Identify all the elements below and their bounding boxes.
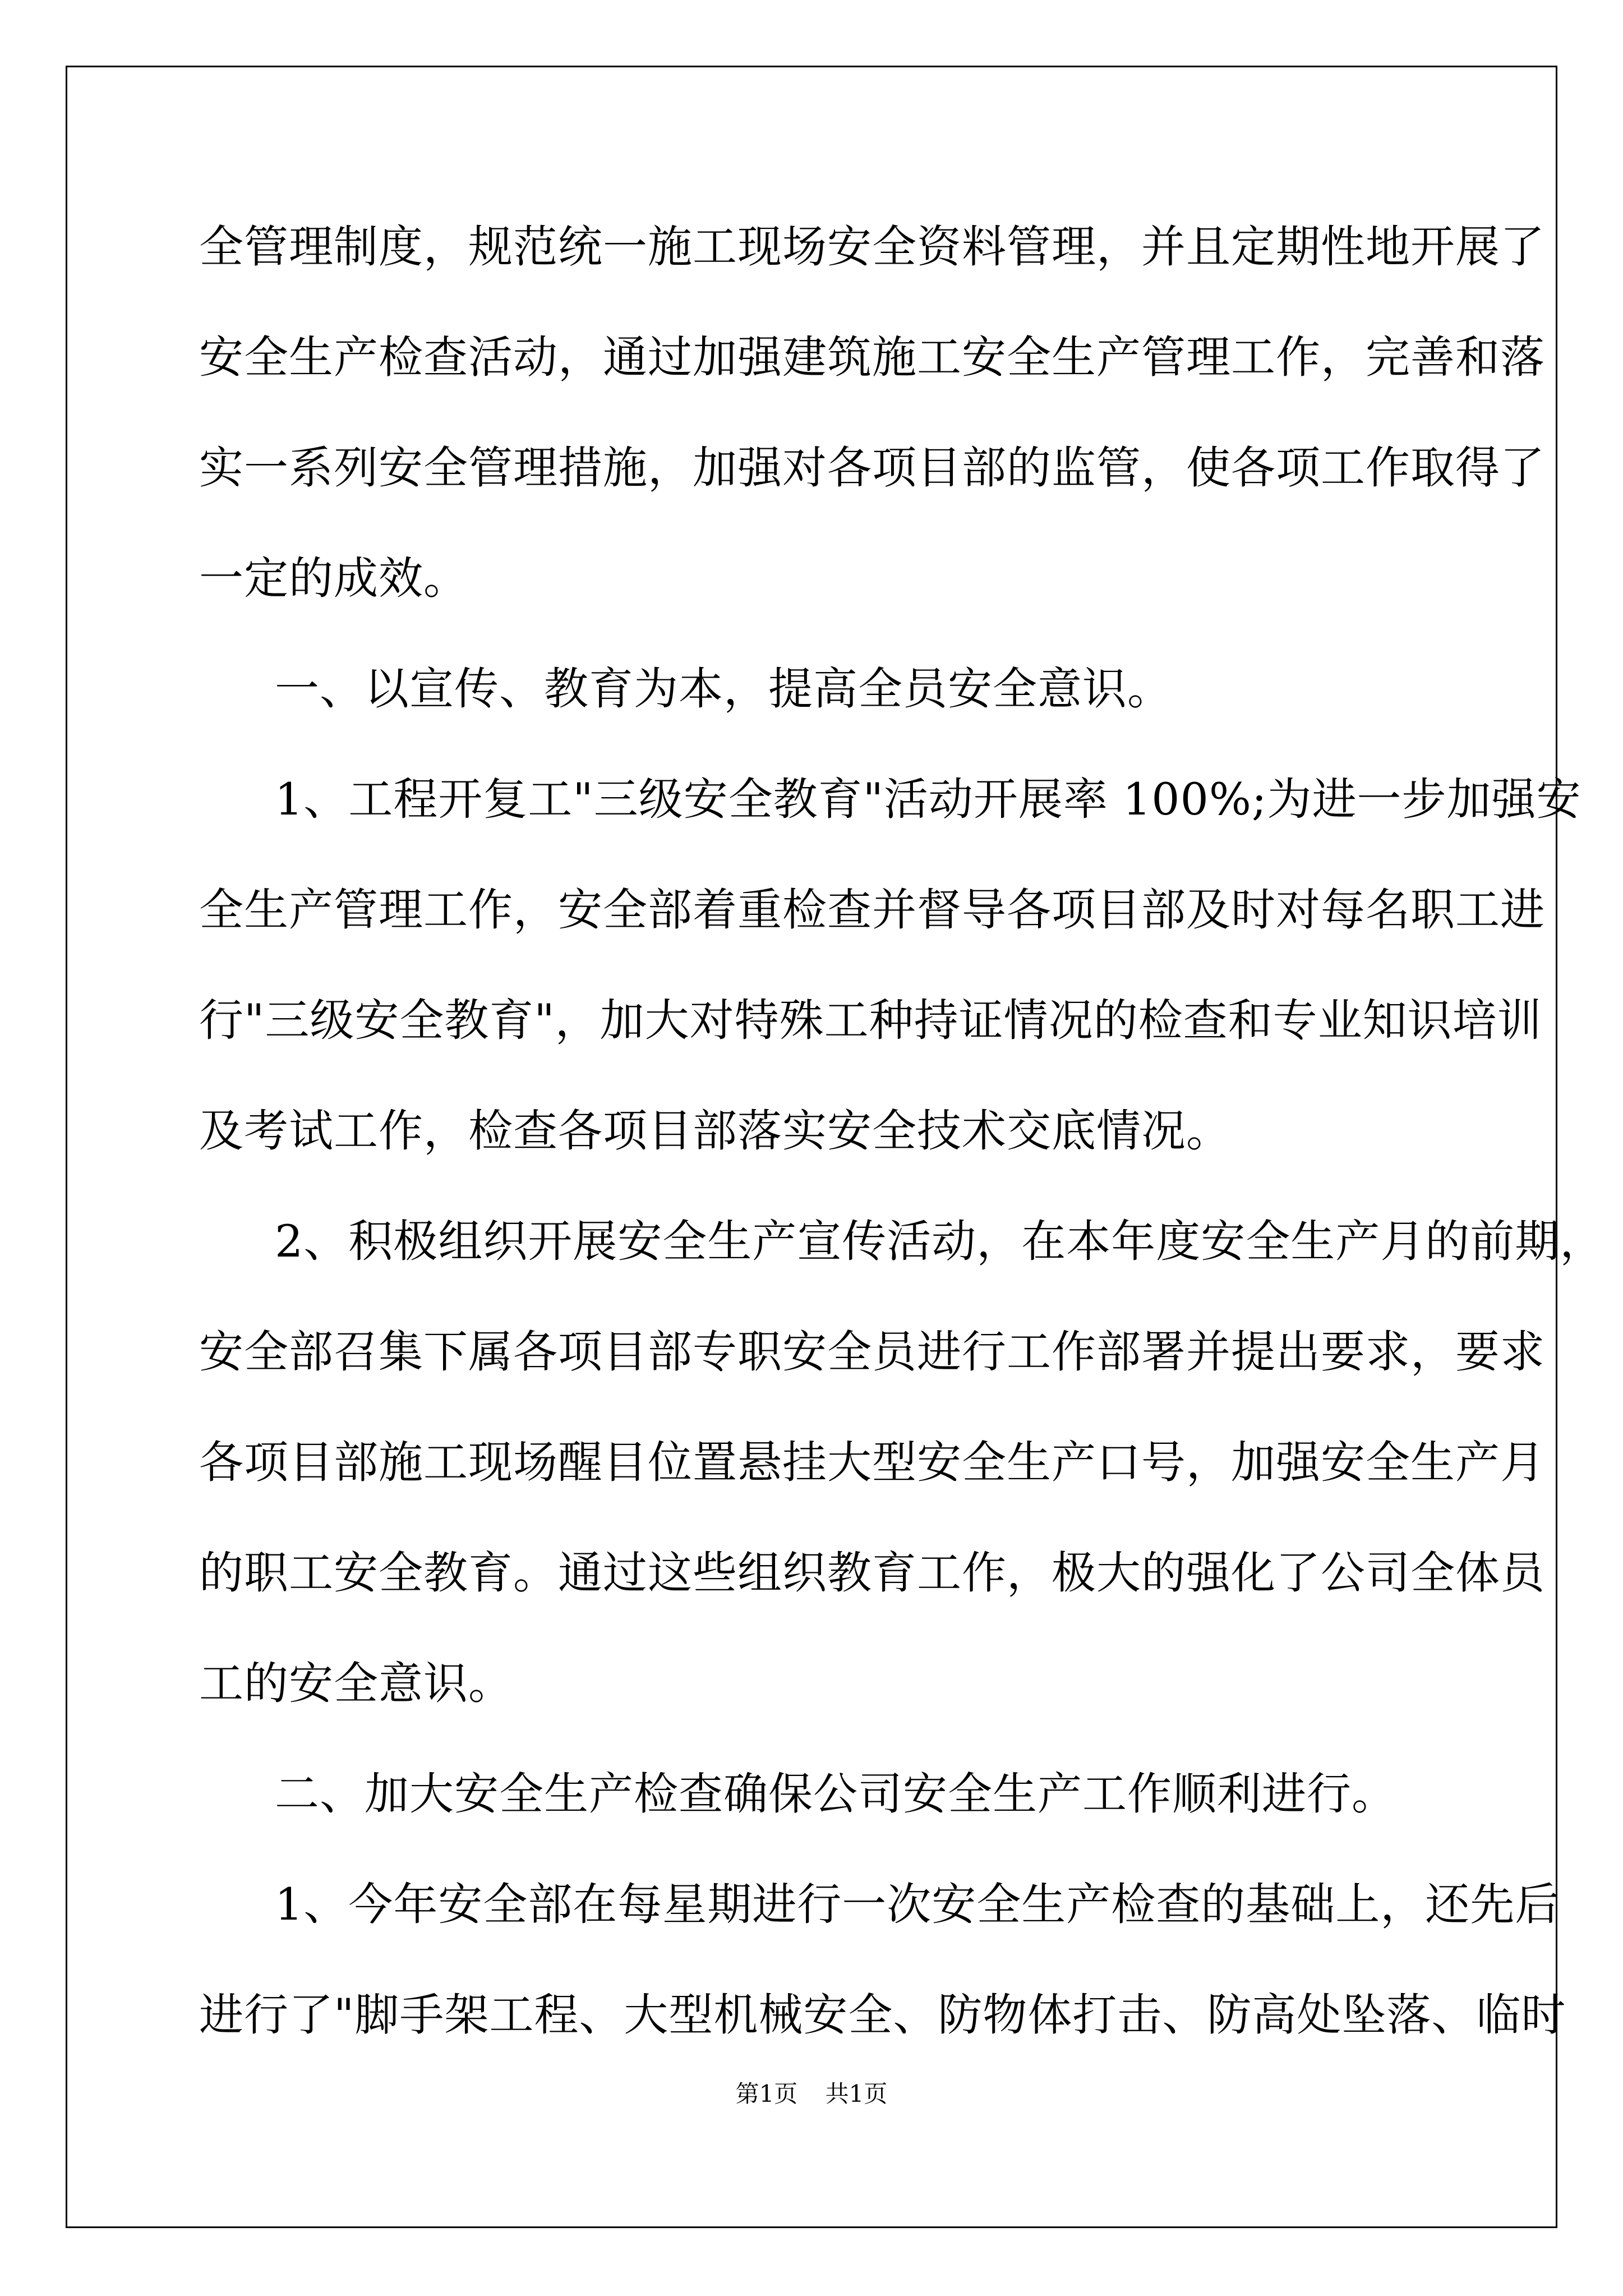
text-line: 的职工安全教育。通过这些组织教育工作，极大的强化了公司全体员 bbox=[199, 1547, 1545, 1599]
document-body bbox=[199, 192, 1605, 2070]
text-line: 安全生产检查活动，通过加强建筑施工安全生产管理工作，完善和落 bbox=[199, 332, 1545, 383]
section-heading: 一、以宣传、教育为本，提高全员安全意识。 bbox=[275, 663, 1172, 715]
page-total: 共1页 bbox=[825, 2080, 888, 2108]
text-line: 行"三级安全教育"，加大对特殊工种持证情况的检查和专业知识培训 bbox=[199, 995, 1542, 1046]
text-line: 1、工程开复工"三级安全教育"活动开展率 100%;为进一步加强安 bbox=[275, 774, 1581, 825]
section-heading: 二、加大安全生产检查确保公司安全生产工作顺利进行。 bbox=[275, 1768, 1396, 1820]
text-line: 进行了"脚手架工程、大型机械安全、防物体打击、防高处坠落、临时 bbox=[199, 1989, 1566, 2041]
text-line: 及考试工作，检查各项目部落实安全技术交底情况。 bbox=[199, 1105, 1231, 1157]
page-footer bbox=[0, 2076, 1623, 2109]
text-line: 工的安全意识。 bbox=[199, 1658, 513, 1709]
text-line: 一定的成效。 bbox=[199, 553, 468, 604]
text-line: 全管理制度，规范统一施工现场安全资料管理，并且定期性地开展了 bbox=[199, 221, 1545, 273]
text-line: 1、今年安全部在每星期进行一次安全生产检查的基础上，还先后 bbox=[275, 1879, 1560, 1930]
text-line: 实一系列安全管理措施，加强对各项目部的监管，使各项工作取得了 bbox=[199, 442, 1545, 494]
text-line: 安全部召集下属各项目部专职安全员进行工作部署并提出要求，要求 bbox=[199, 1326, 1545, 1378]
text-line: 2、积极组织开展安全生产宣传活动，在本年度安全生产月的前期， bbox=[275, 1216, 1605, 1267]
text-line: 全生产管理工作，安全部着重检查并督导各项目部及时对每名职工进 bbox=[199, 884, 1545, 936]
text-line: 各项目部施工现场醒目位置悬挂大型安全生产口号，加强安全生产月 bbox=[199, 1437, 1545, 1488]
page-number: 第1页 bbox=[735, 2080, 798, 2108]
